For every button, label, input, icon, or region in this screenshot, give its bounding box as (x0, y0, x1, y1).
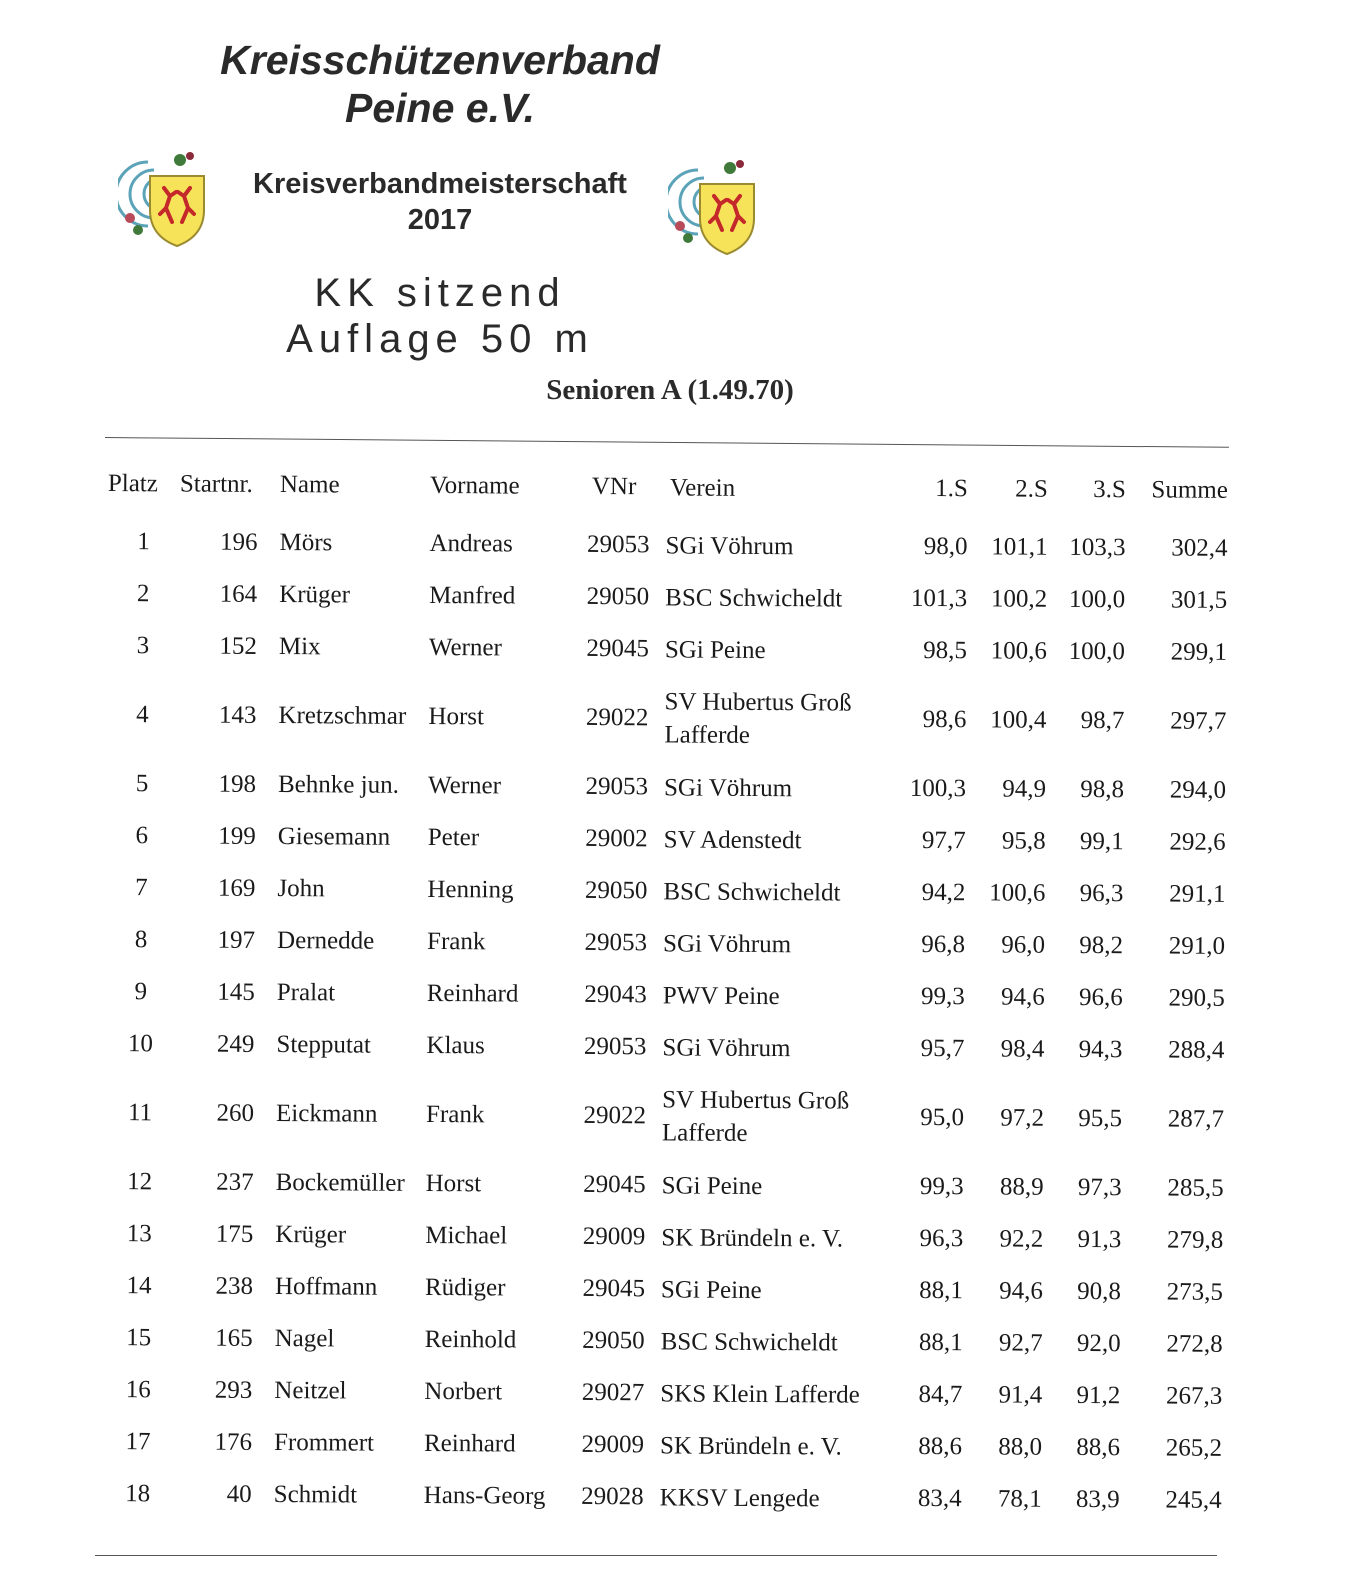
cell-startnr: 196 (219, 528, 258, 556)
cell-2s: 96,0 (1001, 931, 1046, 959)
cell-startnr: 164 (219, 580, 258, 608)
cell-platz: 4 (136, 701, 149, 729)
cell-verein: PWV Peine (662, 981, 780, 1010)
cell-2s: 94,6 (999, 1277, 1044, 1305)
cell-name: Pralat (276, 979, 336, 1007)
cell-3s: 98,8 (1080, 775, 1125, 804)
cell-name: Krüger (275, 1221, 347, 1249)
cell-platz: 14 (126, 1272, 152, 1300)
cell-startnr: 238 (215, 1272, 254, 1300)
cell-2s: 100,4 (990, 706, 1047, 734)
cell-platz: 5 (135, 770, 149, 798)
discipline-title (230, 270, 650, 362)
cell-1s: 84,7 (918, 1380, 963, 1409)
cell-3s: 92,0 (1076, 1329, 1121, 1358)
cell-summe: 285,5 (1167, 1174, 1224, 1202)
cell-platz: 8 (134, 926, 148, 954)
cell-1s: 83,4 (917, 1484, 962, 1513)
cell-1s: 100,3 (909, 774, 967, 803)
table-row (103, 1260, 1223, 1319)
cell-1s: 99,3 (919, 1172, 964, 1201)
cell-1s: 88,6 (918, 1432, 963, 1461)
cell-3s: 103,3 (1069, 533, 1126, 562)
cell-vnr: 29009 (582, 1222, 646, 1251)
cell-vnr: 29009 (581, 1430, 645, 1459)
cell-2s: 94,9 (1002, 775, 1047, 803)
cell-3s: 100,0 (1068, 637, 1125, 666)
cell-verein: SV Hubertus Groß Lafferde (664, 688, 852, 749)
cell-summe: 279,8 (1166, 1226, 1224, 1254)
table-row (106, 672, 1227, 765)
cell-name: John (277, 875, 325, 903)
table-row (103, 1208, 1223, 1267)
cell-3s: 96,3 (1079, 879, 1124, 908)
bottom-divider (95, 1555, 1217, 1556)
cell-1s: 98,5 (923, 636, 967, 665)
crest-right-icon (668, 156, 760, 256)
cell-vnr: 29050 (586, 582, 650, 611)
cell-platz: 6 (135, 822, 149, 850)
cell-name: Neitzel (274, 1377, 347, 1405)
cell-platz: 3 (136, 632, 150, 660)
cell-startnr: 145 (217, 978, 255, 1006)
table-row (104, 1070, 1225, 1163)
discipline-line-1: KK sitzend (314, 271, 566, 315)
header-3s: 3.S (1093, 476, 1126, 504)
cell-platz: 9 (134, 978, 148, 1006)
cell-startnr: 176 (214, 1428, 253, 1456)
cell-vorname: Andreas (429, 529, 513, 558)
cell-verein: SGi Peine (660, 1275, 762, 1304)
cell-summe: 301,5 (1170, 586, 1228, 614)
cell-vnr: 29043 (584, 980, 647, 1009)
cell-summe: 267,3 (1166, 1382, 1223, 1410)
cell-1s: 99,3 (920, 982, 965, 1011)
cell-3s: 95,5 (1078, 1104, 1123, 1133)
cell-name: Schmidt (273, 1481, 358, 1509)
cell-name: Frommert (273, 1429, 375, 1457)
cell-vorname: Horst (428, 702, 485, 731)
cell-vnr: 29053 (584, 928, 648, 957)
cell-platz: 12 (127, 1168, 153, 1196)
cell-vorname: Hans-Georg (423, 1481, 546, 1510)
cell-vnr: 29053 (586, 530, 650, 559)
cell-2s: 100,6 (989, 879, 1046, 907)
header-startnr: Startnr. (179, 470, 253, 498)
cell-verein: SK Bründeln e. V. (659, 1431, 842, 1461)
cell-vorname: Reinhard (423, 1429, 516, 1458)
cell-verein: SGi Vöhrum (665, 531, 794, 560)
cell-verein: SGi Peine (664, 635, 766, 664)
table-row (105, 914, 1225, 973)
cell-summe: 265,2 (1165, 1434, 1223, 1462)
cell-vnr: 29028 (581, 1482, 644, 1511)
header-verein: Verein (669, 473, 736, 502)
cell-vnr: 29045 (582, 1274, 646, 1303)
cell-2s: 88,0 (998, 1433, 1043, 1461)
top-divider (105, 437, 1229, 448)
table-row (102, 1468, 1222, 1527)
competition-title (230, 166, 650, 238)
cell-verein: SK Bründeln e. V. (661, 1223, 844, 1253)
table-row (105, 966, 1225, 1025)
results-table (102, 466, 1228, 1527)
cell-3s: 83,9 (1075, 1485, 1120, 1514)
cell-1s: 88,1 (918, 1328, 963, 1357)
table-row (103, 1312, 1223, 1371)
cell-summe: 299,1 (1170, 638, 1227, 666)
table-body (102, 516, 1228, 1527)
cell-vorname: Frank (425, 1100, 485, 1129)
cell-startnr: 169 (217, 874, 256, 902)
cell-1s: 94,2 (921, 878, 966, 907)
cell-3s: 98,7 (1080, 706, 1125, 735)
cell-startnr: 143 (218, 701, 257, 729)
cell-startnr: 165 (215, 1324, 253, 1352)
cell-startnr: 175 (215, 1220, 254, 1248)
cell-startnr: 197 (217, 926, 256, 954)
discipline-line-2: Auflage 50 m (286, 317, 594, 361)
cell-vorname: Reinhold (424, 1325, 517, 1354)
cell-verein: SGi Vöhrum (663, 929, 792, 958)
cell-summe: 291,1 (1169, 880, 1226, 908)
cell-platz: 17 (125, 1428, 151, 1456)
cell-vorname: Werner (427, 771, 502, 800)
cell-3s: 96,6 (1078, 983, 1123, 1012)
cell-2s: 100,6 (990, 637, 1047, 665)
cell-name: Mörs (279, 529, 333, 557)
cell-summe: 288,4 (1168, 1036, 1225, 1064)
table-row (107, 568, 1227, 627)
cell-verein: SGi Vöhrum (662, 1033, 791, 1062)
cell-name: Bockemüller (275, 1169, 405, 1197)
cell-platz: 11 (127, 1099, 153, 1127)
cell-vorname: Werner (428, 633, 502, 662)
header-summe: Summe (1151, 476, 1228, 504)
cell-vorname: Reinhard (426, 979, 519, 1008)
cell-summe: 292,6 (1169, 828, 1226, 856)
cell-vorname: Frank (427, 927, 486, 956)
cell-vorname: Norbert (424, 1377, 503, 1406)
cell-summe: 245,4 (1165, 1486, 1222, 1514)
cell-vorname: Manfred (429, 581, 516, 610)
cell-startnr: 152 (219, 632, 257, 660)
header-platz: Platz (107, 469, 158, 498)
cell-2s: 98,4 (1000, 1035, 1045, 1063)
cell-vnr: 29022 (585, 703, 649, 732)
table-row (106, 810, 1226, 869)
header-1s: 1.S (935, 475, 968, 503)
header-vorname: Vorname (429, 471, 520, 500)
cell-vnr: 29050 (582, 1326, 645, 1355)
cell-vnr: 29053 (583, 1032, 647, 1061)
cell-platz: 2 (136, 580, 150, 608)
cell-1s: 98,0 (923, 532, 968, 561)
cell-2s: 92,2 (999, 1225, 1044, 1253)
cell-summe: 272,8 (1166, 1330, 1223, 1358)
cell-2s: 92,7 (998, 1329, 1043, 1357)
competition-line-1: Kreisverbandmeisterschaft (253, 168, 627, 200)
crest-left-icon (118, 148, 210, 248)
cell-3s: 91,2 (1076, 1381, 1121, 1410)
cell-3s: 99,1 (1079, 827, 1124, 856)
cell-2s: 97,2 (1000, 1104, 1045, 1132)
cell-2s: 88,9 (999, 1173, 1044, 1201)
cell-name: Giesemann (277, 823, 391, 851)
cell-1s: 88,1 (919, 1276, 964, 1305)
competition-year: 2017 (407, 204, 473, 236)
cell-vnr: 29027 (581, 1378, 645, 1407)
cell-3s: 91,3 (1077, 1225, 1122, 1254)
cell-platz: 1 (137, 528, 150, 556)
cell-3s: 90,8 (1077, 1277, 1122, 1306)
cell-name: Kretzschmar (278, 702, 407, 730)
cell-summe: 297,7 (1170, 707, 1227, 735)
cell-name: Behnke jun. (277, 771, 399, 799)
table-row (105, 862, 1225, 921)
cell-summe: 273,5 (1166, 1278, 1224, 1306)
cell-1s: 96,8 (921, 930, 966, 959)
cell-verein: BSC Schwicheldt (660, 1327, 838, 1356)
cell-vnr: 29002 (585, 824, 648, 853)
cell-platz: 16 (125, 1376, 151, 1404)
cell-vorname: Horst (425, 1169, 482, 1198)
cell-vorname: Peter (427, 823, 480, 852)
cell-name: Hoffmann (274, 1273, 378, 1301)
cell-vorname: Michael (425, 1221, 508, 1250)
cell-vnr: 29022 (583, 1101, 647, 1130)
table-row (107, 516, 1227, 575)
class-title: Senioren A (1.49.70) (546, 374, 794, 406)
cell-vnr: 29045 (586, 634, 649, 663)
cell-summe: 294,0 (1169, 776, 1227, 804)
cell-startnr: 260 (216, 1099, 255, 1127)
table-row (102, 1416, 1222, 1475)
cell-name: Stepputat (276, 1031, 371, 1059)
cell-name: Nagel (274, 1325, 335, 1353)
cell-2s: 78,1 (997, 1485, 1042, 1513)
cell-platz: 13 (126, 1220, 152, 1248)
cell-vnr: 29050 (584, 876, 648, 905)
cell-2s: 94,6 (1000, 983, 1045, 1011)
cell-vorname: Rüdiger (424, 1273, 506, 1302)
cell-1s: 98,6 (922, 705, 967, 734)
cell-name: Dernedde (277, 927, 375, 955)
cell-verein: BSC Schwicheldt (663, 877, 841, 906)
header-2s: 2.S (1015, 475, 1048, 503)
cell-name: Mix (278, 633, 321, 661)
cell-summe: 302,4 (1171, 534, 1228, 562)
cell-summe: 287,7 (1167, 1105, 1225, 1133)
table-row (107, 620, 1227, 679)
cell-2s: 91,4 (998, 1381, 1043, 1409)
organization-title (200, 36, 680, 132)
cell-vnr: 29053 (585, 772, 649, 801)
cell-3s: 97,3 (1077, 1173, 1122, 1202)
cell-platz: 15 (126, 1324, 152, 1352)
cell-1s: 95,0 (920, 1103, 965, 1132)
header-name: Name (279, 471, 340, 499)
cell-vorname: Henning (427, 875, 514, 904)
cell-verein: BSC Schwicheldt (665, 583, 843, 612)
table-row (102, 1364, 1222, 1423)
cell-startnr: 237 (216, 1168, 254, 1196)
cell-3s: 100,0 (1068, 585, 1126, 614)
cell-verein: SV Hubertus Groß Lafferde (661, 1086, 850, 1147)
cell-1s: 97,7 (921, 826, 966, 855)
cell-vorname: Klaus (426, 1031, 485, 1060)
cell-startnr: 249 (216, 1030, 255, 1058)
header-vnr: VNr (591, 472, 637, 501)
organization-line-2: Peine e.V. (345, 85, 535, 131)
cell-vnr: 29045 (583, 1170, 646, 1199)
cell-startnr: 40 (226, 1480, 252, 1508)
cell-3s: 88,6 (1076, 1433, 1121, 1462)
cell-name: Krüger (279, 581, 351, 609)
cell-platz: 7 (135, 874, 148, 902)
cell-verein: SKS Klein Lafferde (660, 1379, 860, 1409)
table-row (106, 758, 1226, 817)
cell-2s: 101,1 (991, 533, 1048, 561)
cell-startnr: 198 (218, 770, 257, 798)
cell-3s: 94,3 (1078, 1035, 1123, 1064)
cell-2s: 95,8 (1001, 827, 1046, 855)
cell-1s: 101,3 (910, 584, 968, 613)
cell-2s: 100,2 (990, 585, 1048, 613)
cell-1s: 95,7 (920, 1034, 965, 1063)
cell-verein: SGi Vöhrum (663, 773, 793, 802)
cell-startnr: 199 (218, 822, 256, 850)
cell-verein: KKSV Lengede (659, 1483, 820, 1512)
table-row (103, 1156, 1223, 1215)
cell-verein: SGi Peine (661, 1171, 763, 1200)
cell-startnr: 293 (214, 1376, 253, 1404)
organization-line-1: Kreisschützenverband (220, 37, 660, 83)
cell-summe: 291,0 (1168, 932, 1226, 960)
cell-platz: 10 (127, 1030, 154, 1058)
cell-platz: 18 (125, 1480, 151, 1508)
cell-summe: 290,5 (1168, 984, 1225, 1012)
cell-1s: 96,3 (919, 1224, 964, 1253)
cell-verein: SV Adenstedt (663, 825, 802, 854)
cell-3s: 98,2 (1079, 931, 1124, 960)
table-row (104, 1018, 1224, 1077)
table-header (108, 466, 1228, 509)
cell-name: Eickmann (275, 1100, 378, 1128)
